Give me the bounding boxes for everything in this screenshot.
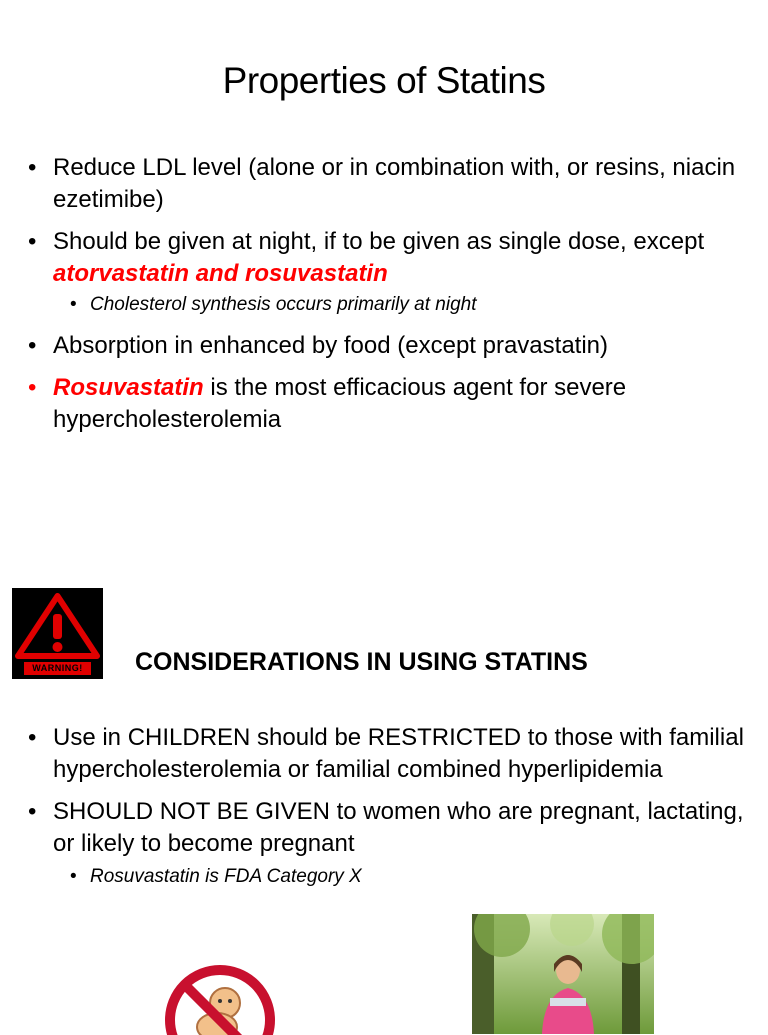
bullet-reduce-ldl — [28, 152, 748, 216]
sub-bullet-text: Cholesterol synthesis occurs primarily at night — [90, 294, 477, 315]
sub-bullet-cholesterol-synthesis — [28, 292, 748, 318]
bullet-text: Use in CHILDREN should be RESTRICTED to those with familial hypercholesterolemia or familial combined hyperlipidemia — [53, 724, 744, 783]
no-baby-icon — [165, 965, 275, 1035]
bullet-rosuvastatin-efficacy — [28, 372, 748, 436]
slide-title: Properties of Statins — [222, 60, 546, 101]
considerations-bullet-list — [28, 722, 748, 890]
bullet-dot: • — [28, 374, 37, 401]
bullet-absorption — [28, 330, 748, 362]
considerations-heading: CONSIDERATIONS IN USING STATINS — [135, 648, 588, 676]
bullet-dot: • — [28, 154, 37, 181]
bullet-text: Reduce LDL level (alone or in combination with, or resins, niacin ezetimibe) — [53, 154, 736, 213]
pregnant-woman-photo — [472, 914, 654, 1034]
bullet-text: is the most efficacious agent for severe hypercholesterolemia — [53, 374, 627, 433]
no-baby-image — [165, 965, 275, 1035]
bullet-dot: • — [70, 294, 77, 315]
warning-image — [12, 588, 103, 679]
bullet-not-for-pregnant — [28, 796, 748, 860]
bullet-dot: • — [28, 798, 37, 825]
slide-considerations — [0, 560, 768, 1024]
bullet-text: Absorption in enhanced by food (except pravastatin) — [53, 332, 609, 359]
properties-bullet-list — [28, 152, 748, 436]
bullet-night-dosing — [28, 226, 748, 290]
highlight-rosuvastatin: Rosuvastatin — [53, 374, 204, 401]
sub-bullet-fda-category-x — [28, 864, 748, 890]
pregnant-woman-photo-graphic — [472, 914, 654, 1034]
sub-bullet-text: Rosuvastatin is FDA Category X — [90, 866, 362, 887]
bullet-dot: • — [28, 332, 37, 359]
bullet-text: Should be given at night, if to be given as single dose, except — [53, 228, 705, 255]
bullet-dot: • — [28, 228, 37, 255]
bullet-dot: • — [70, 866, 77, 887]
warning-label: WARNING! — [24, 662, 91, 675]
bullet-text: SHOULD NOT BE GIVEN to women who are pregnant, lactating, or likely to become pregnant — [53, 798, 744, 857]
bullet-children-restricted — [28, 722, 748, 786]
highlight-atorvastatin-rosuvastatin: atorvastatin and rosuvastatin — [53, 260, 388, 287]
bullet-dot: • — [28, 724, 37, 751]
